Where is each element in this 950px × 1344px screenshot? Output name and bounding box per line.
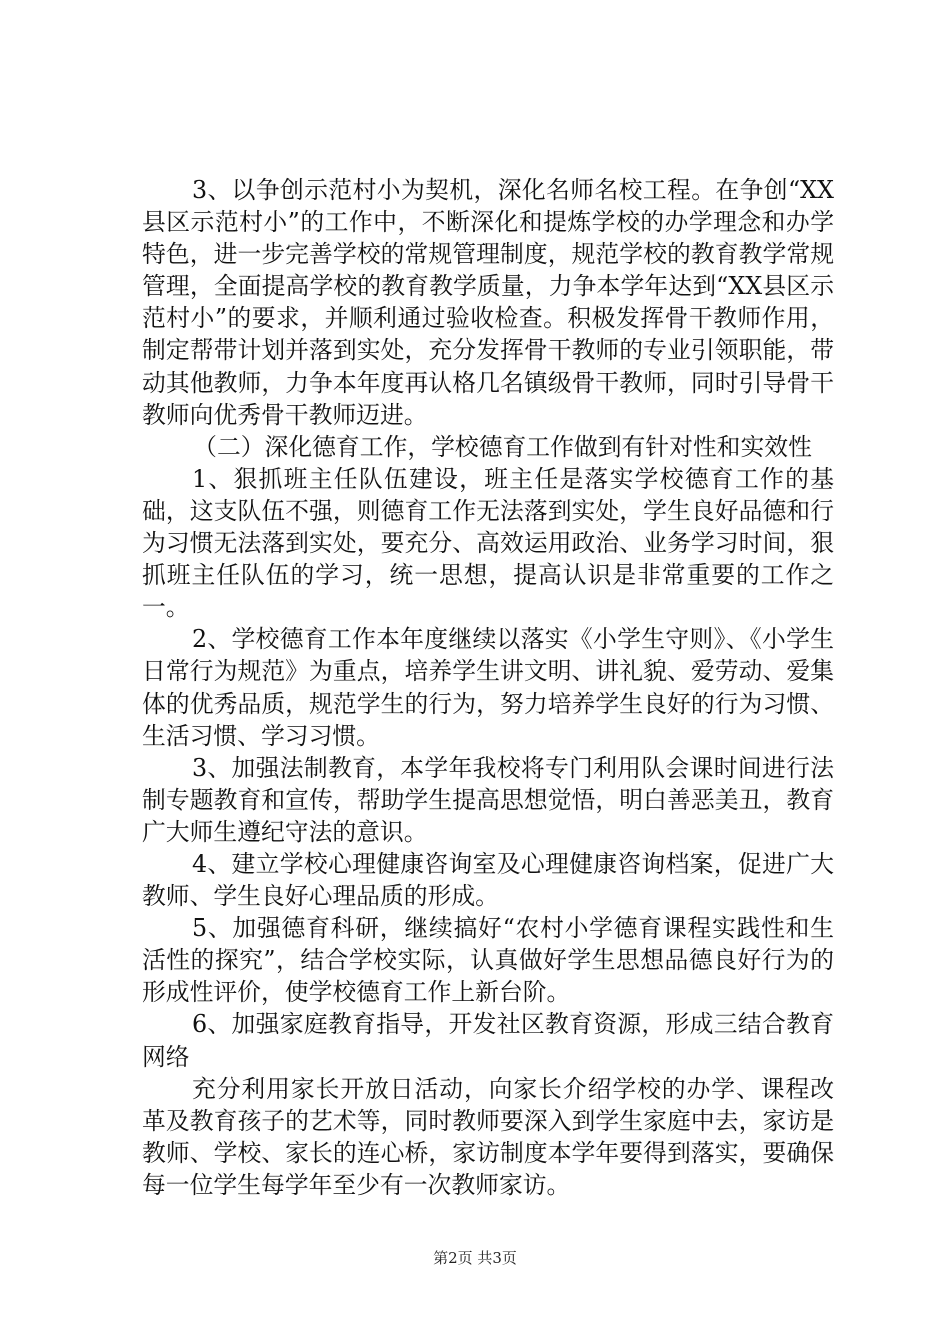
- paragraph-legal-education: 3、加强法制教育，本学年我校将专门利用队会课时间进行法制专题教育和宣传，帮助学生提高思想觉悟，明白善恶美丑，教育广大师生遵纪守法的意识。: [142, 753, 834, 846]
- paragraph-family-education: 6、加强家庭教育指导，开发社区教育资源，形成三结合教育网络: [142, 1010, 834, 1071]
- paragraph-moral-research: 5、加强德育科研，继续搞好“农村小学德育课程实践性和生活性的探究”，结合学校实际，认真做好学生思想品德良好行为的形成性评价，使学校德育工作上新台阶。: [142, 914, 834, 1007]
- paragraph-home-visits: 充分利用家长开放日活动，向家长介绍学校的办学、课程改革及教育孩子的艺术等，同时教师要深入到学生家庭中去，家访是教师、学校、家长的连心桥，家访制度本学年要得到落实，要确保每一位学生每学年至少有一次教师家访。: [142, 1074, 834, 1199]
- section-heading-moral-education: （二）深化德育工作，学校德育工作做到有针对性和实效性: [193, 432, 812, 461]
- paragraph-student-code: 2、学校德育工作本年度继续以落实《小学生守则》、《小学生日常行为规范》为重点，培养学生讲文明、讲礼貌、爱劳动、爱集体的优秀品质，规范学生的行为，努力培养学生良好的行为习惯、生活习惯、学习习惯。: [142, 625, 834, 750]
- paragraph-class-teacher: 1、狠抓班主任队伍建设，班主任是落实学校德育工作的基础，这支队伍不强，则德育工作无法落到实处，学生良好品德和行为习惯无法落到实处，要充分、高效运用政治、业务学习时间，狠抓班主任队伍的学习，统一思想，提高认识是非常重要的工作之一。: [142, 464, 834, 622]
- paragraph-mental-health: 4、建立学校心理健康咨询室及心理健康咨询档案，促进广大教师、学生良好心理品质的形成。: [142, 849, 834, 911]
- paragraph-model-school: 3、以争创示范村小为契机，深化名师名校工程。在争创“XX县区示范村小”的工作中，不断深化和提炼学校的办学理念和办学特色，进一步完善学校的常规管理制度，规范学校的教育教学常规管理，全面提高学校的教育教学质量，力争本学年达到“XX县区示范村小”的要求，并顺利通过验收检查。积极发挥骨干教师作用，制定帮带计划并落到实处，充分发挥骨干教师的专业引领职能，带动其他教师，力争本年度再认格几名镇级骨干教师，同时引导骨干教师向优秀骨干教师迈进。: [142, 176, 834, 429]
- page-number-footer: 第2页 共3页: [433, 1249, 517, 1267]
- document-body: [142, 174, 834, 1201]
